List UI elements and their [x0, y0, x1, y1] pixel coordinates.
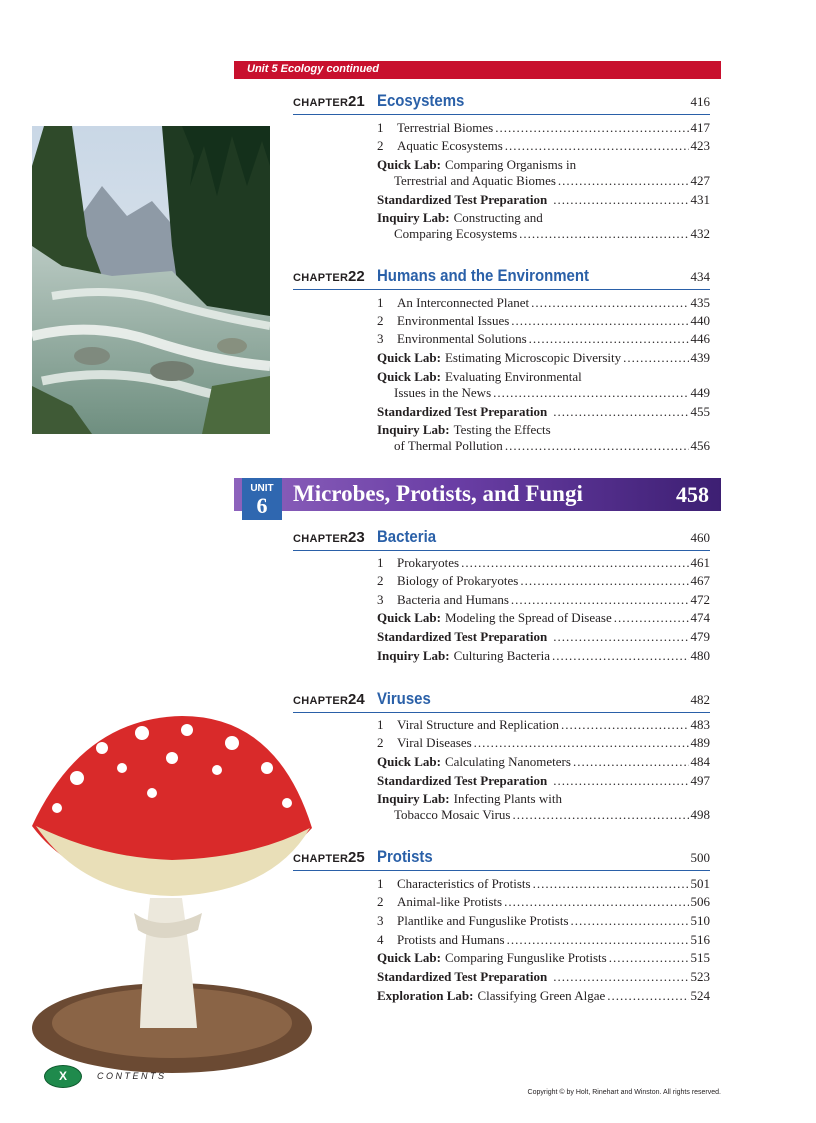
river-forest-photo	[32, 126, 270, 434]
unit-continued-bar	[234, 61, 721, 79]
chapter-word: CHAPTER	[293, 272, 349, 284]
lab-title: Evaluating Environmental	[444, 369, 582, 384]
section-number: 1	[377, 295, 384, 310]
toc-entry[interactable]	[377, 572, 710, 590]
lab-label: Inquiry Lab:	[377, 791, 450, 806]
chapter-title[interactable]: Bacteria	[377, 527, 437, 546]
section-title: Protists and Humans	[397, 932, 505, 947]
section-title: Environmental Solutions	[397, 331, 527, 346]
chapter-24-heading	[293, 687, 710, 713]
chapter-word: CHAPTER	[293, 853, 349, 865]
toc-entry[interactable]	[377, 753, 710, 771]
toc-entry[interactable]	[377, 931, 710, 949]
page-number: 524	[690, 988, 710, 1003]
toc-entry-continued[interactable]	[377, 225, 710, 243]
test-prep-label: Standardized Test Preparation	[377, 404, 548, 419]
chapter-25-heading	[293, 845, 710, 871]
toc-entry-continued[interactable]	[377, 806, 710, 824]
page-number: 489	[690, 735, 710, 750]
chapter-word: CHAPTER	[293, 97, 349, 109]
page-number: 474	[690, 610, 710, 625]
toc-entry[interactable]	[377, 330, 710, 348]
toc-entry[interactable]	[377, 968, 710, 986]
lab-label: Inquiry Lab:	[377, 422, 450, 437]
chapter-word: CHAPTER	[293, 695, 349, 707]
unit-continued-label: Unit 5 Ecology continued	[247, 63, 380, 75]
section-title: Biology of Prokaryotes	[397, 573, 519, 588]
lab-title: Estimating Microscopic Diversity	[444, 350, 622, 365]
page-number: 432	[690, 226, 710, 241]
section-number: 2	[377, 313, 384, 328]
unit-number: 6	[256, 493, 268, 518]
page-number: 506	[690, 894, 710, 909]
chapter-number: 24	[348, 691, 365, 708]
page-number: 431	[690, 192, 710, 207]
lab-title: Constructing and	[453, 210, 543, 225]
page-number: 483	[690, 717, 710, 732]
toc-entry[interactable]	[377, 912, 710, 930]
lab-label: Inquiry Lab:	[377, 648, 450, 663]
page-number: 467	[690, 573, 710, 588]
toc-entry[interactable]	[377, 875, 710, 893]
section-number: 3	[377, 592, 384, 607]
section-title: Characteristics of Protists	[397, 876, 531, 891]
page-number: 479	[690, 629, 710, 644]
toc-entry-continued[interactable]	[377, 172, 710, 190]
lab-title: Culturing Bacteria	[453, 648, 551, 663]
lab-title-continued: Comparing Ecosystems	[394, 226, 518, 241]
section-title: Plantlike and Funguslike Protists	[397, 913, 569, 928]
section-title: Animal-like Protists	[397, 894, 503, 909]
section-number: 1	[377, 555, 384, 570]
section-number: 2	[377, 894, 384, 909]
lab-label: Quick Lab:	[377, 350, 441, 365]
chapter-number: 21	[348, 93, 365, 110]
section-number: 1	[377, 876, 384, 891]
test-prep-label: Standardized Test Preparation	[377, 969, 548, 984]
toc-entry[interactable]	[377, 772, 710, 790]
page-number-label: X	[58, 1069, 67, 1083]
copyright-notice: Copyright © by Holt, Rinehart and Winston. All rights reserved.	[527, 1089, 721, 1096]
toc-entry[interactable]	[377, 893, 710, 911]
unit-6-badge	[242, 478, 282, 520]
toc-entry[interactable]	[377, 716, 710, 734]
section-title: Bacteria and Humans	[397, 592, 509, 607]
lab-title: Classifying Green Algae	[477, 988, 606, 1003]
page-number: 497	[690, 773, 710, 788]
toc-entry-continued[interactable]	[377, 384, 710, 402]
section-number: 1	[377, 120, 384, 135]
lab-title: Calculating Nanometers	[444, 754, 571, 769]
toc-entry[interactable]	[377, 137, 710, 155]
footer-section-label: CONTENTS	[97, 1071, 167, 1081]
section-title: Aquatic Ecosystems	[397, 138, 503, 153]
chapter-21-heading	[293, 89, 710, 115]
lab-label: Quick Lab:	[377, 950, 441, 965]
section-title: Prokaryotes	[397, 555, 460, 570]
amanita-mushroom-illustration	[22, 708, 320, 1080]
unit-title[interactable]: Microbes, Protists, and Fungi	[293, 481, 583, 506]
toc-entry[interactable]	[377, 403, 710, 421]
section-number: 3	[377, 913, 384, 928]
toc-entry[interactable]	[377, 987, 710, 1005]
page-number: 449	[690, 385, 710, 400]
page-number: 440	[690, 313, 710, 328]
toc-entry[interactable]	[377, 734, 710, 752]
section-number: 4	[377, 932, 384, 947]
section-title: Terrestrial Biomes	[397, 120, 494, 135]
toc-entry[interactable]	[377, 554, 710, 572]
chapter-23-heading	[293, 525, 710, 551]
section-number: 2	[377, 735, 384, 750]
chapter-word: CHAPTER	[293, 533, 349, 545]
lab-title-continued: Terrestrial and Aquatic Biomes	[394, 173, 556, 188]
section-number: 3	[377, 331, 384, 346]
lab-title: Modeling the Spread of Disease	[444, 610, 612, 625]
lab-title: Comparing Funguslike Protists	[444, 950, 607, 965]
lab-label: Quick Lab:	[377, 369, 441, 384]
page-number: 498	[690, 807, 710, 822]
chapter-page: 460	[690, 530, 710, 545]
toc-entry-continued[interactable]	[377, 437, 710, 455]
page-number: 523	[690, 969, 710, 984]
page-number: 510	[690, 913, 710, 928]
section-title: Viral Structure and Replication	[397, 717, 560, 732]
page-number: 427	[690, 173, 710, 188]
chapter-page: 416	[690, 94, 710, 109]
lab-title-continued: of Thermal Pollution	[394, 438, 503, 453]
chapter-title[interactable]: Humans and the Environment	[377, 266, 589, 285]
toc-entry[interactable]	[377, 119, 710, 137]
toc-entry[interactable]	[377, 591, 710, 609]
chapter-number: 23	[348, 529, 365, 546]
page-number: 417	[690, 120, 710, 135]
lab-label: Exploration Lab:	[377, 988, 474, 1003]
page-number: 423	[690, 138, 710, 153]
toc-entry[interactable]	[377, 294, 710, 312]
page-number: 435	[690, 295, 710, 310]
chapter-number: 25	[348, 849, 365, 866]
page-number: 501	[690, 876, 710, 891]
test-prep-label: Standardized Test Preparation	[377, 773, 548, 788]
page-number: 461	[690, 555, 710, 570]
page-number: 516	[690, 932, 710, 947]
lab-title: Comparing Organisms in	[444, 157, 577, 172]
toc-entry[interactable]	[377, 312, 710, 330]
test-prep-label: Standardized Test Preparation	[377, 629, 548, 644]
lab-label: Quick Lab:	[377, 157, 441, 172]
toc-entry[interactable]	[377, 647, 710, 665]
page-number: 446	[690, 331, 710, 346]
lab-label: Quick Lab:	[377, 754, 441, 769]
page-number: 439	[690, 350, 710, 365]
section-number: 2	[377, 573, 384, 588]
unit-page: 458	[676, 482, 709, 507]
lab-title-continued: Issues in the News	[394, 385, 492, 400]
section-title: Viral Diseases	[397, 735, 472, 750]
lab-label: Inquiry Lab:	[377, 210, 450, 225]
lab-title: Infecting Plants with	[453, 791, 562, 806]
chapter-title[interactable]: Protists	[377, 847, 433, 866]
test-prep-label: Standardized Test Preparation	[377, 192, 548, 207]
page-number: 515	[690, 950, 710, 965]
section-number: 2	[377, 138, 384, 153]
toc-entry[interactable]	[377, 191, 710, 209]
chapter-number: 22	[348, 268, 365, 285]
chapter-22-heading	[293, 264, 710, 290]
toc-entry[interactable]	[377, 628, 710, 646]
lab-label: Quick Lab:	[377, 610, 441, 625]
section-title: Environmental Issues	[397, 313, 510, 328]
page-number: 456	[690, 438, 710, 453]
section-title: An Interconnected Planet	[397, 295, 530, 310]
chapter-page: 500	[690, 850, 710, 865]
page-number: 480	[690, 648, 710, 663]
page-number: 484	[690, 754, 710, 769]
toc-entry[interactable]	[377, 349, 710, 367]
page-number: 472	[690, 592, 710, 607]
toc-entry[interactable]	[377, 609, 710, 627]
section-number: 1	[377, 717, 384, 732]
chapter-title[interactable]: Ecosystems	[377, 91, 465, 110]
toc-entry[interactable]	[377, 949, 710, 967]
lab-title-continued: Tobacco Mosaic Virus	[394, 807, 511, 822]
page-number: 455	[690, 404, 710, 419]
chapter-page: 482	[690, 692, 710, 707]
chapter-title[interactable]: Viruses	[377, 689, 431, 708]
unit-word: UNIT	[250, 483, 274, 494]
lab-title: Testing the Effects	[453, 422, 551, 437]
chapter-page: 434	[690, 269, 710, 284]
